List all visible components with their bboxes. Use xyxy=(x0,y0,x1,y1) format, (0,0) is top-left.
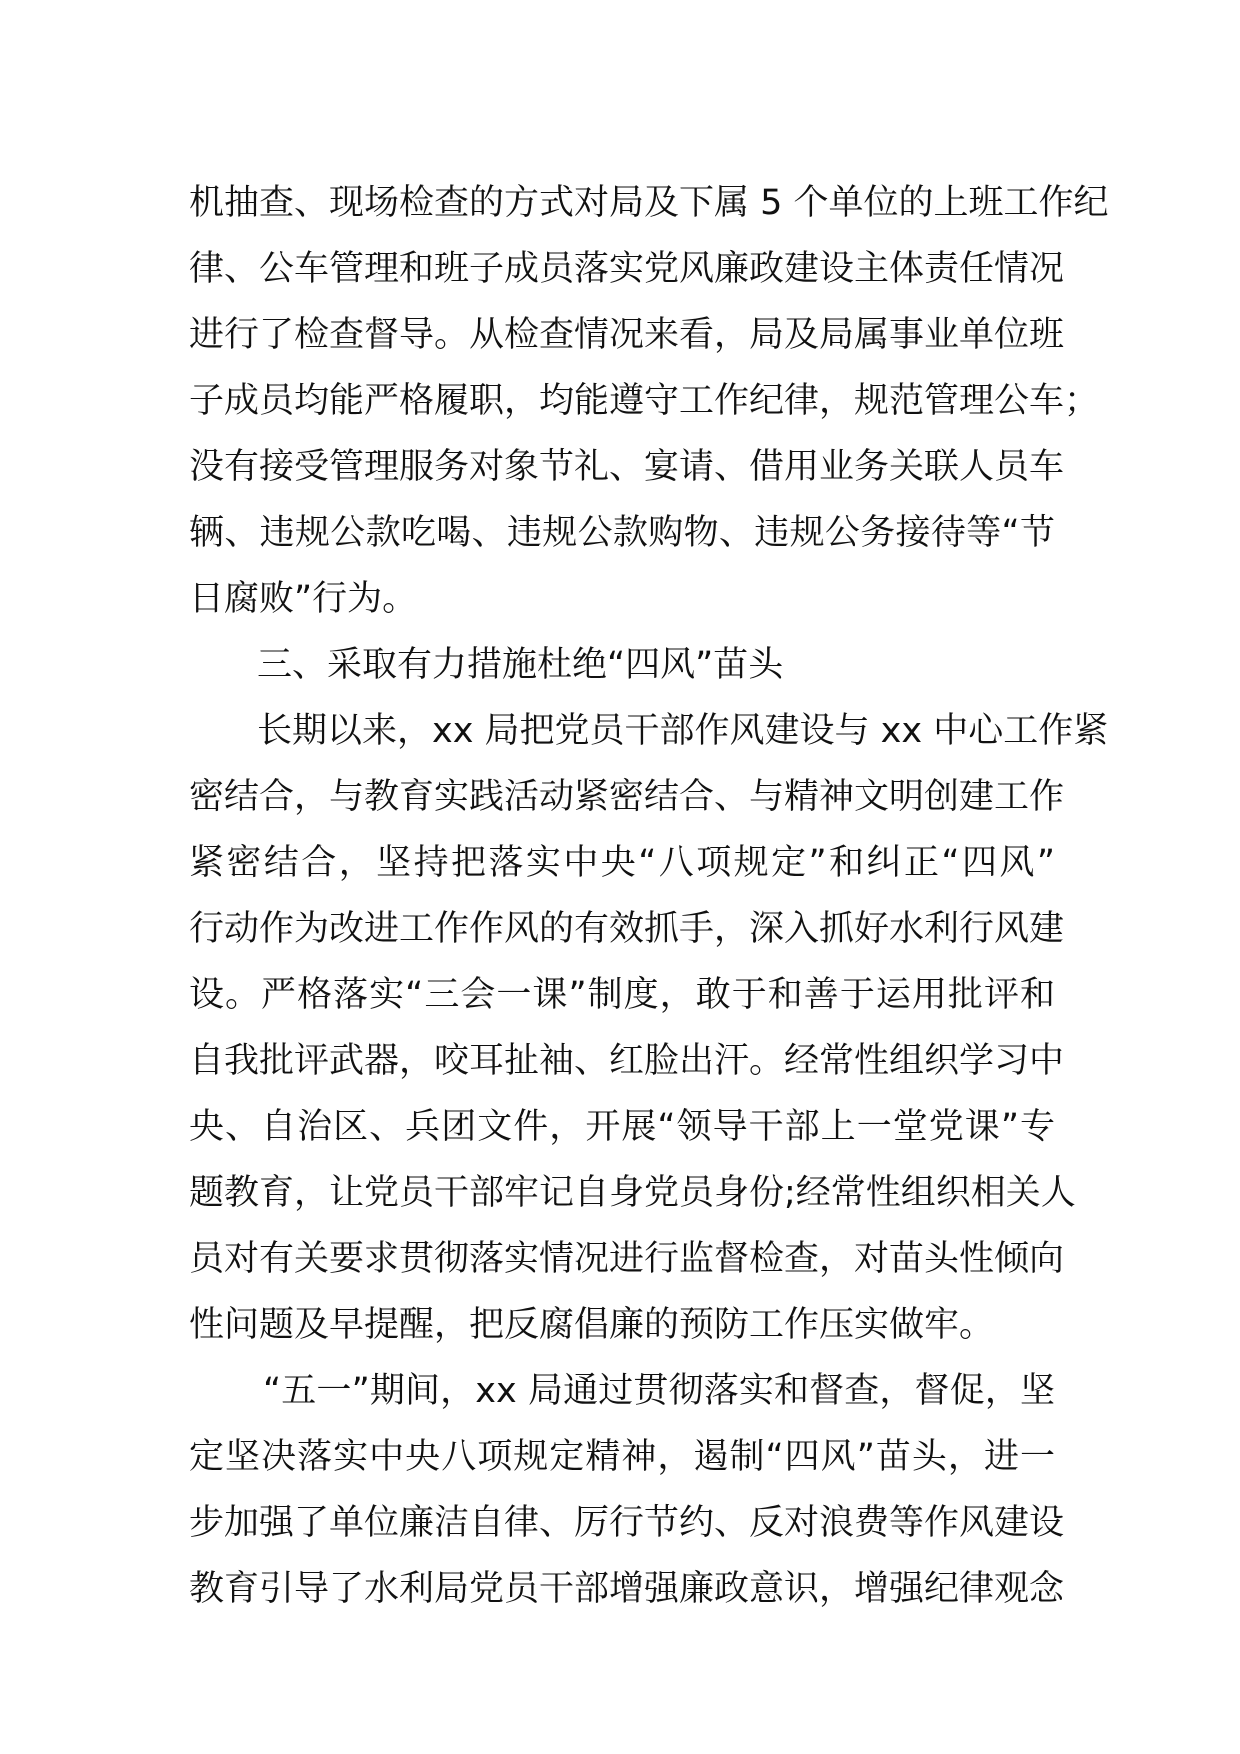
paragraph-line-11: 紧密结合，坚持把落实中央“八项规定”和纠正“四风” xyxy=(189,843,1055,883)
paragraph-line-1: 机抽查、现场检查的方式对局及下属 5 个单位的上班工作纪 xyxy=(189,183,1109,223)
section-heading: 三、采取有力措施杜绝“四风”苗头 xyxy=(257,645,784,685)
paragraph-line-19: “五一”期间，xx 局通过贯彻落实和督查，督促，坚 xyxy=(263,1371,1055,1411)
paragraph-line-21: 步加强了单位廉洁自律、厉行节约、反对浪费等作风建设 xyxy=(189,1503,1065,1543)
paragraph-line-17: 员对有关要求贯彻落实情况进行监督检查，对苗头性倾向 xyxy=(189,1239,1065,1279)
paragraph-line-12: 行动作为改进工作作风的有效抓手，深入抓好水利行风建 xyxy=(189,909,1065,949)
paragraph-line-18: 性问题及早提醒，把反腐倡廉的预防工作压实做牢。 xyxy=(189,1305,995,1345)
paragraph-line-10: 密结合，与教育实践活动紧密结合、与精神文明创建工作 xyxy=(189,777,1065,817)
paragraph-line-16: 题教育，让党员干部牢记自身党员身份;经常性组织相关人 xyxy=(189,1173,1076,1213)
paragraph-line-13: 设。严格落实“三会一课”制度，敢于和善于运用批评和 xyxy=(189,975,1055,1015)
paragraph-line-14: 自我批评武器，咬耳扯袖、红脸出汗。经常性组织学习中 xyxy=(189,1041,1065,1081)
paragraph-line-7: 日腐败”行为。 xyxy=(189,579,418,619)
paragraph-line-15: 央、自治区、兵团文件，开展“领导干部上一堂党课”专 xyxy=(189,1107,1055,1147)
paragraph-line-6: 辆、违规公款吃喝、违规公款购物、违规公务接待等“节 xyxy=(189,513,1055,553)
paragraph-line-3: 进行了检查督导。从检查情况来看，局及局属事业单位班 xyxy=(189,315,1065,355)
document-body xyxy=(189,170,1109,1622)
paragraph-line-2: 律、公车管理和班子成员落实党风廉政建设主体责任情况 xyxy=(189,249,1065,289)
paragraph-line-4: 子成员均能严格履职，均能遵守工作纪律，规范管理公车； xyxy=(189,381,1100,421)
paragraph-line-5: 没有接受管理服务对象节礼、宴请、借用业务关联人员车 xyxy=(189,447,1065,487)
paragraph-line-9: 长期以来，xx 局把党员干部作风建设与 xx 中心工作紧 xyxy=(257,711,1109,751)
paragraph-line-22: 教育引导了水利局党员干部增强廉政意识，增强纪律观念 xyxy=(189,1569,1065,1609)
paragraph-line-20: 定坚决落实中央八项规定精神，遏制“四风”苗头，进一 xyxy=(189,1437,1055,1477)
